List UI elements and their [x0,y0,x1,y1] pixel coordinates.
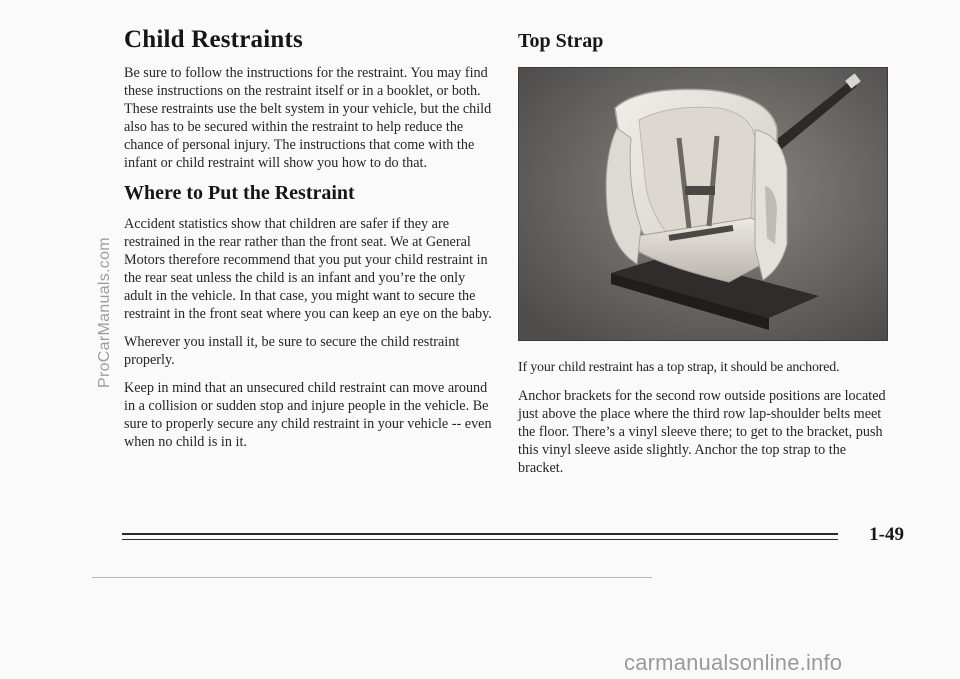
illustration-caption: If your child restraint has a top strap, it should be anchored. [518,360,840,375]
child-seat-illustration [518,67,888,341]
watermark: ProCarManuals.com [96,237,113,388]
right-column [518,26,890,487]
page-number: 1-49 [838,524,904,546]
subsection-title-where-to-put: Where to Put the Restraint [124,182,355,204]
scan-artifact-line [92,577,652,578]
site-credit: carmanualsonline.info [624,650,843,675]
child-seat-icon [519,68,887,340]
body-paragraph: Anchor brackets for the second row outside positions are located just above the place where the third row lap-shoulder belts meet the floor. There’s a vinyl sleeve there; to get to the bracket, push this vinyl sleeve aside slightly. Anchor the top strap to the bracket. [518,388,886,476]
body-paragraph: Keep in mind that an unsecured child restraint can move around in a collision or sudden stop and injure people in the vehicle. Be sure to properly secure any child restraint in your vehicle -- even when no child is in it. [124,380,492,450]
body-paragraph: Wherever you install it, be sure to secure the child restraint properly. [124,334,460,368]
intro-paragraph: Be sure to follow the instructions for the restraint. You may find these instructions on the restraint itself or in a booklet, or both. These restraints use the belt system in your vehicle, but the child also has to be secured within the restraint to help reduce the chance of personal injury. The instructions that come with the infant or child restraint will show you how to do that. [124,65,492,171]
footer-rule-thin [122,539,892,540]
body-paragraph: Accident statistics show that children are safer if they are restrained in the rear rather than the front seat. We at General Motors therefore recommend that you put your child restraint in the rear seat unless the child is an infant and you’re the only adult in the vehicle. In that case, you might want to secure the restraint in the front seat where you can keep an eye on the baby. [124,216,492,322]
section-title-top-strap: Top Strap [518,30,604,52]
footer-rule [122,533,892,535]
section-title-child-restraints: Child Restraints [124,26,303,53]
left-column [124,26,496,461]
